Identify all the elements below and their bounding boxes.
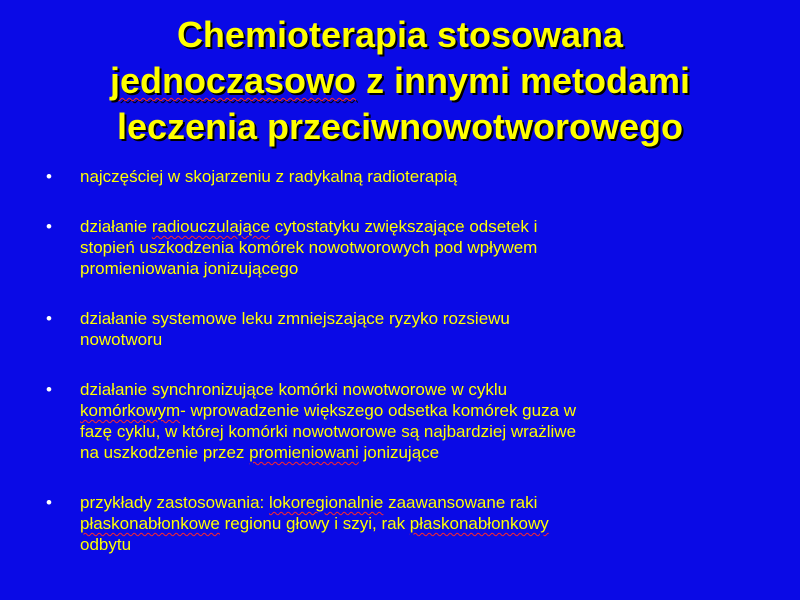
spellcheck-word: lokoregionalnie [268,493,384,512]
bullet-marker: • [46,167,52,186]
bullet-line [80,513,746,534]
title-line-1: Chemioterapia stosowana [176,14,624,55]
spellcheck-word: płaskonabłonkowe [80,514,220,533]
title-line-2 [40,58,760,104]
bullet-line: działanie systemowe leku zmniejszające ryzyko rozsiewu [80,309,510,328]
bullet-line [80,400,746,421]
bullet-line [80,216,746,237]
bullet-line [80,492,746,513]
bullet-line: promieniowania jonizującego [80,259,299,278]
bullet-item [46,216,746,279]
bullet-text [80,492,746,555]
bullet-marker: • [46,380,52,399]
bullet-line: stopień uszkodzenia komórek nowotworowych pod wpływem [80,238,538,257]
title-line-2-rest: z innymi metodami [355,60,691,101]
bullet-line [80,442,746,463]
title-line-3: leczenia przeciwnowotworowego [116,106,684,147]
bullet-text [80,216,746,279]
bullet-fragment: działanie [80,217,152,236]
bullet-line: nowotworu [80,330,163,349]
slide-title [40,12,760,150]
bullet-line: odbytu [80,535,132,554]
bullet-line: fazę cyklu, w której komórki nowotworowe są najbardziej wrażliwe [80,422,577,441]
bullet-marker: • [46,309,52,328]
bullet-line: najczęściej w skojarzeniu z radykalną radioterapią [80,167,458,186]
bullet-item [46,166,746,187]
bullet-marker: • [46,493,52,512]
bullet-text [80,379,746,463]
bullet-text [80,308,746,350]
bullet-item [46,379,746,463]
spellcheck-word: komórkowym [80,401,181,420]
bullet-fragment: cytostatyku zwiększające odsetek i [269,217,538,236]
bullet-fragment: przykłady zastosowania: [80,493,269,512]
bullet-item [46,308,746,350]
bullet-fragment: regionu głowy i szyi, rak [219,514,410,533]
spellcheck-word: jednoczasowo [109,60,356,101]
spellcheck-word: promieniowani [249,443,359,462]
bullet-fragment: zaawansowane raki [383,493,538,512]
bullet-line: działanie synchronizujące komórki nowotworowe w cyklu [80,380,508,399]
bullet-text [80,166,746,187]
bullet-marker: • [46,217,52,236]
bullet-fragment: - wprowadzenie większego odsetka komórek guza w [180,401,577,420]
spellcheck-word: płaskonabłonkowy [409,514,549,533]
bullet-item [46,492,746,555]
bullet-list [46,166,746,555]
bullet-fragment: na uszkodzenie przez [80,443,250,462]
bullet-fragment: jonizujące [358,443,440,462]
spellcheck-word: radiouczulające [151,217,270,236]
